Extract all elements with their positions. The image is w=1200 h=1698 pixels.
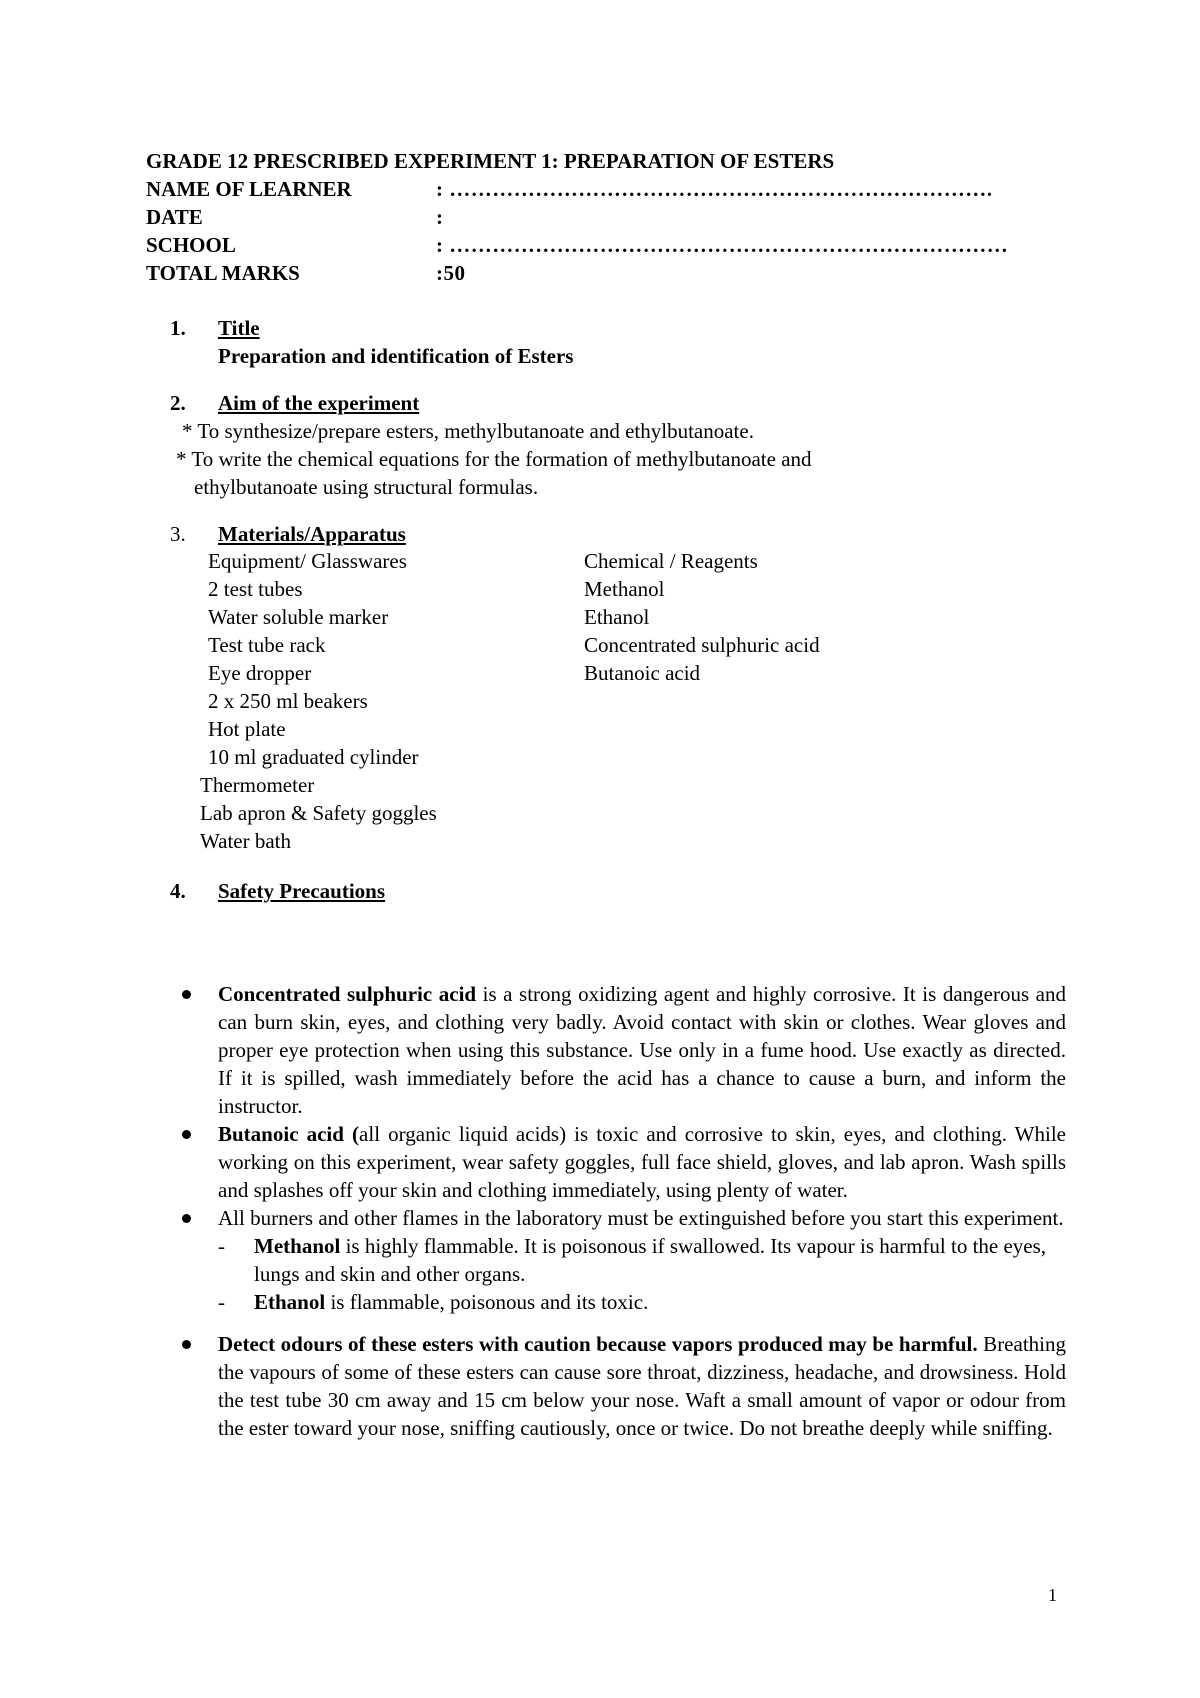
total-marks-field (146, 259, 1046, 287)
name-of-learner-field (146, 175, 1046, 203)
section-number: 1. (170, 316, 186, 340)
list-item: Water bath (200, 829, 292, 853)
bold-term: Concentrated sulphuric acid (218, 982, 477, 1006)
field-value: :50 (436, 261, 466, 285)
equipment-list (200, 547, 568, 855)
bullet-text: all organic liquid acids) is toxic and corrosive to skin, eyes, and clothing. While working on this experiment, wear safety goggles, full face shield, gloves, and lab apron. Wash spills and splashes off your skin and clothing immediately, using plenty of water. (218, 1122, 1066, 1202)
aim-line: * To synthesize/prepare esters, methylbutanoate and ethylbutanoate. (182, 419, 754, 443)
list-item: 10 ml graduated cylinder (208, 745, 419, 769)
bullet-icon (182, 1214, 191, 1223)
list-item: Equipment/ Glasswares (208, 549, 407, 573)
list-item: Test tube rack (208, 633, 326, 657)
list-item: Chemical / Reagents (584, 549, 758, 573)
bullet-icon (182, 1340, 191, 1349)
dash-icon: - (218, 1290, 225, 1314)
list-item: Eye dropper (208, 661, 312, 685)
list-item: Methanol (584, 577, 665, 601)
field-label: TOTAL MARKS (146, 261, 300, 285)
section-heading: Aim of the experiment (218, 391, 420, 415)
section-heading: Materials/Apparatus (218, 522, 406, 546)
list-item: Ethanol (584, 605, 650, 629)
section-number: 3. (170, 522, 186, 546)
field-label: DATE (146, 205, 203, 229)
list-item: 2 x 250 ml beakers (208, 689, 368, 713)
sub-list-item (176, 1288, 1066, 1316)
dash-icon: - (218, 1234, 225, 1258)
section-safety (170, 877, 1070, 905)
bullet-text: All burners and other flames in the laboratory must be extinguished before you start this experiment. (218, 1206, 1064, 1230)
page-number: 1 (1048, 1585, 1057, 1605)
safety-bullets (176, 980, 1066, 1442)
bullet-icon (182, 1130, 191, 1139)
list-item: Concentrated sulphuric acid (584, 633, 820, 657)
list-item: Thermometer (200, 773, 315, 797)
list-item: Butanoic acid (584, 661, 701, 685)
document-header (146, 147, 1046, 287)
chemicals-list (584, 547, 1004, 687)
section-heading: Safety Precautions (218, 879, 386, 903)
field-value: : …………………………………………………………………. (436, 177, 993, 201)
list-item: Lab apron & Safety goggles (200, 801, 437, 825)
list-item (176, 1330, 1066, 1442)
experiment-title: Preparation and identification of Esters (218, 344, 574, 368)
list-item: 2 test tubes (208, 577, 303, 601)
section-aim (170, 389, 1070, 501)
bold-term: Butanoic acid ( (218, 1122, 360, 1146)
list-item: Water soluble marker (208, 605, 389, 629)
field-value: : …………………………………………………………………… (436, 233, 1009, 257)
section-title (170, 314, 1070, 370)
field-value: : (436, 205, 444, 229)
section-materials (170, 520, 1070, 548)
section-heading: Title (218, 316, 260, 340)
date-field (146, 203, 1046, 231)
bullet-text: is a strong oxidizing agent and highly corrosive. It is dangerous and can burn skin, eyes, and clothing very badly. Avoid contact with skin or clothes. Wear gloves and proper eye protection when using this substance. Use only in a fume hood. Use exactly as directed. If it is spilled, wash immediately before the acid has a chance to cause a burn, and inform the instructor. (218, 982, 1067, 1118)
list-item (176, 1204, 1066, 1232)
sub-item-text: is highly flammable. It is poisonous if swallowed. Its vapour is harmful to the eyes, lungs and skin and other organs. (254, 1234, 1047, 1286)
section-number: 2. (170, 391, 186, 415)
section-number: 4. (170, 879, 186, 903)
sub-list-item (176, 1232, 1066, 1288)
list-item: Hot plate (208, 717, 286, 741)
aim-line: * To write the chemical equations for the formation of methylbutanoate and (176, 447, 812, 471)
bold-term: Ethanol (254, 1290, 326, 1314)
bullet-text: Breathing the vapours of some of these esters can cause sore throat, dizziness, headache, and drowsiness. Hold the test tube 30 cm away and 15 cm below your nose. Waft a small amount of vapor or odour from the ester toward your nose, sniffing cautiously, once or twice. Do not breathe deeply while sniffing. (218, 1332, 1066, 1440)
aim-line: ethylbutanoate using structural formulas. (194, 475, 539, 499)
sub-item-text: is flammable, poisonous and its toxic. (325, 1290, 649, 1314)
list-item (176, 980, 1066, 1120)
list-item (176, 1120, 1066, 1204)
field-label: SCHOOL (146, 233, 236, 257)
bold-term: Methanol (254, 1234, 341, 1258)
bold-term: Detect odours of these esters with caution because vapors produced may be harmful. (218, 1332, 978, 1356)
document-title: GRADE 12 PRESCRIBED EXPERIMENT 1: PREPARATION OF ESTERS (146, 149, 835, 173)
bullet-icon (182, 990, 191, 999)
school-field (146, 231, 1046, 259)
field-label: NAME OF LEARNER (146, 177, 352, 201)
